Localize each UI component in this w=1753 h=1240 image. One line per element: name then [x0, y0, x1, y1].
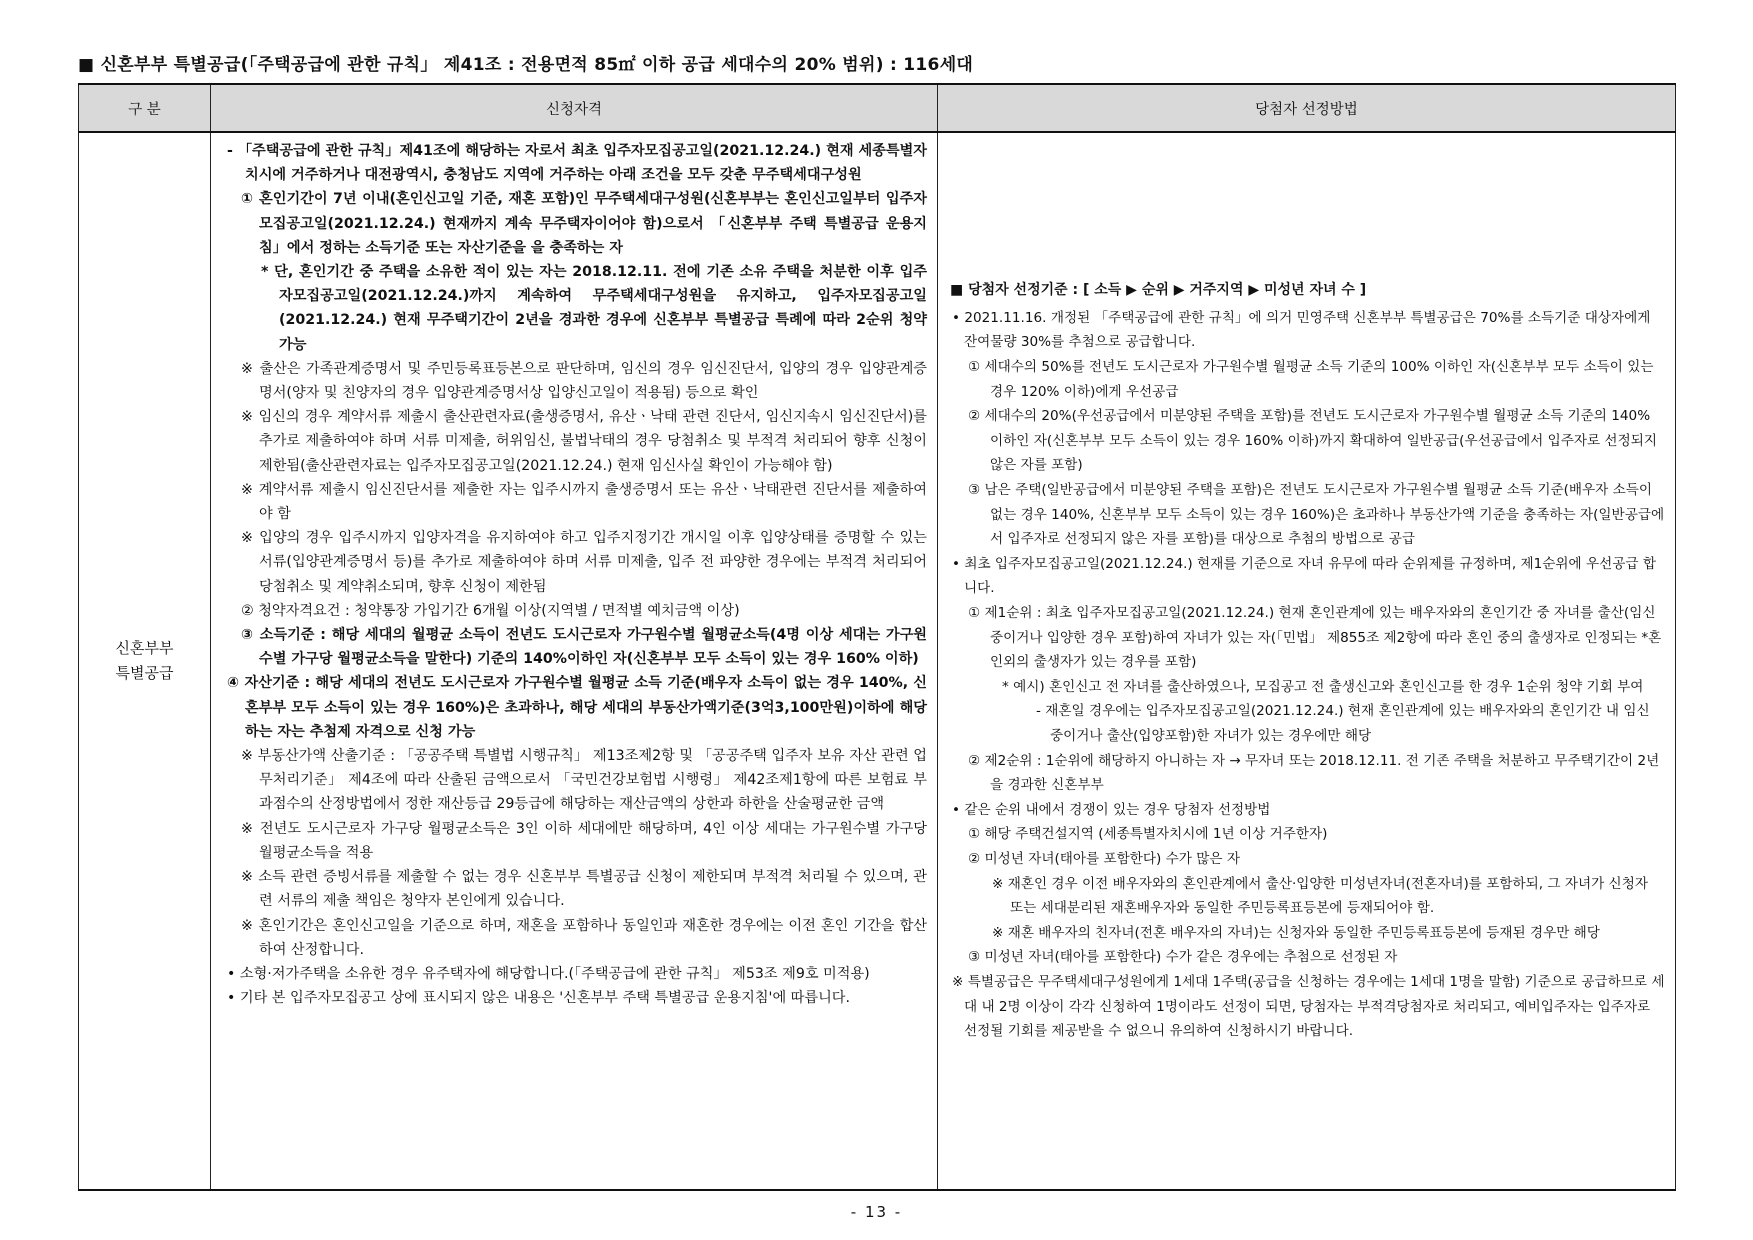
- header-eligibility: 신청자격: [211, 84, 938, 132]
- eligibility-item: ③ 소득기준 : 해당 세대의 월평균 소득이 전년도 도시근로자 가구원수별 월평균소득(4명 이상 세대는 가구원수별 가구당 월평균소득을 말한다) 기준의 140%이하인 자(신혼부부 모두 소득이 있는 경우 160% 이하): [241, 627, 927, 668]
- selection-item: ※ 재혼인 경우 이전 배우자와의 혼인관계에서 출산·입양한 미성년자녀(전혼자녀)를 포함하되, 그 자녀가 신청자 또는 세대분리된 재혼배우자와 동일한 주민등록표등본에 등재되어야 함.: [992, 875, 1648, 917]
- eligibility-item: ② 청약자격요건 : 청약통장 가입기간 6개월 이상(지역별 / 면적별 예치금액 이상): [241, 602, 740, 619]
- category-label-line1: 신혼부부: [115, 639, 174, 657]
- selection-item: • 2021.11.16. 개정된 「주택공급에 관한 규칙」에 의거 민영주택 신혼부부 특별공급은 70%를 소득기준 대상자에게 잔여물량 30%를 추첨으로 공급합니다.: [952, 309, 1651, 351]
- selection-item: • 최초 입주자모집공고일(2021.12.24.) 현재를 기준으로 자녀 유무에 따라 순위제를 규정하며, 제1순위에 우선공급 합니다.: [952, 555, 1656, 597]
- eligibility-item: ※ 임신의 경우 계약서류 제출시 출산관련자료(출생증명서, 유산ㆍ낙태 관련 진단서, 임신지속시 임신진단서)를 추가로 제출하여야 하며 서류 미제출, 허위임신, 불법낙태의 경우 당첨취소 및 부적격 처리되어 향후 신청이 제한됨(출산관련자료는 입주자모집공고일(2021.12.24.) 현재 임신사실 확인이 가능해야 함): [241, 409, 927, 474]
- eligibility-item: ※ 소득 관련 증빙서류를 제출할 수 없는 경우 신혼부부 특별공급 신청이 제한되며 부적격 처리될 수 있으며, 관련 서류의 제출 책임은 청약자 본인에게 있습니다.: [241, 869, 927, 910]
- header-selection-method: 당첨자 선정방법: [938, 84, 1676, 132]
- eligibility-item: ④ 자산기준 : 해당 세대의 전년도 도시근로자 가구원수별 월평균 소득 기준(배우자 소득이 없는 경우 140%, 신혼부부 모두 소득이 있는 경우 160%)은 초과하나, 해당 세대의 부동산가액기준(3억3,100만원)이하에 해당하는 자는 추첨제 자격으로 신청 가능: [227, 675, 927, 740]
- category-cell: [79, 132, 211, 1190]
- page-number: - 13 -: [850, 1203, 903, 1221]
- eligibility-cell: [211, 132, 938, 1190]
- eligibility-item: • 기타 본 입주자모집공고 상에 표시되지 않은 내용은 '신혼부부 주택 특별공급 운용지침'에 따릅니다.: [227, 990, 851, 1007]
- selection-item: ① 제1순위 : 최초 입주자모집공고일(2021.12.24.) 현재 혼인관계에 있는 배우자와의 혼인기간 중 자녀를 출산(임신 중이거나 입양한 경우 포함)하여 자녀가 있는 자(「민법」 제855조 제2항에 따라 혼인 중의 출생자로 인정되는 *혼인외의 출생자가 있는 경우를 포함): [968, 605, 1662, 671]
- selection-item: ※ 재혼 배우자의 친자녀(전혼 배우자의 자녀)는 신청자와 동일한 주민등록표등본에 등재된 경우만 해당: [992, 924, 1600, 941]
- eligibility-item: ※ 전년도 도시근로자 가구당 월평균소득은 3인 이하 세대에만 해당하며, 4인 이상 세대는 가구원수별 가구당 월평균소득을 적용: [241, 820, 927, 861]
- special-supply-table: [78, 83, 1676, 1191]
- eligibility-item: ※ 출산은 가족관계증명서 및 주민등록표등본으로 판단하며, 임신의 경우 임신진단서, 입양의 경우 입양관계증명서(양자 및 친양자의 경우 입양관계증명서상 입양신고일이 적용됨) 등으로 확인: [241, 360, 927, 402]
- table-header-row: [79, 84, 1676, 132]
- selection-item: ※ 특별공급은 무주택세대구성원에게 1세대 1주택(공급을 신청하는 경우에는 1세대 1명을 말함) 기준으로 공급하므로 세대 내 2명 이상이 각각 신청하여 1명이라도 선정이 되면, 당첨자는 부적격당첨자로 처리되고, 예비입주자는 입주자로 선정될 기회를 제공받을 수 없으니 유의하여 신청하시기 바랍니다.: [952, 973, 1665, 1040]
- selection-item: ① 세대수의 50%를 전년도 도시근로자 가구원수별 월평균 소득 기준의 100% 이하인 자(신혼부부 모두 소득이 있는 경우 120% 이하)에게 우선공급: [968, 359, 1654, 400]
- selection-item: ③ 남은 주택(일반공급에서 미분양된 주택을 포함)은 전년도 도시근로자 가구원수별 월평균 소득 기준(배우자 소득이 없는 경우 140%, 신혼부부 모두 소득이 있는 경우 160%)은 초과하나 부동산가액 기준을 충족하는 자(일반공급에서 입주자로 선정되지 않은 자를 포함)를 대상으로 추첨의 방법으로 공급: [968, 482, 1665, 548]
- header-category: 구 분: [79, 84, 211, 132]
- eligibility-item: ※ 부동산가액 산출기준 : 「공공주택 특별법 시행규칙」 제13조제2항 및 「공공주택 입주자 보유 자산 관련 업무처리기준」 제4조에 따라 산출된 금액으로서 「국민건강보험법 시행령」 제42조제1항에 따른 보험료 부과점수의 산정방법에서 정한 재산등급 29등급에 해당하는 재산금액의 상한과 하한을 산술평균한 금액: [241, 748, 927, 813]
- eligibility-item: - 「주택공급에 관한 규칙」제41조에 해당하는 자로서 최초 입주자모집공고일(2021.12.24.) 현재 세종특별자치시에 거주하거나 대전광역시, 충청남도 지역에 거주하는 아래 조건을 모두 갖춘 무주택세대구성원: [227, 143, 927, 184]
- eligibility-item: • 소형·저가주택을 소유한 경우 유주택자에 해당합니다.(「주택공급에 관한 규칙」 제53조 제9호 미적용): [227, 965, 870, 982]
- section-title: ■ 신혼부부 특별공급(「주택공급에 관한 규칙」 제41조 : 전용면적 85㎡ 이하 공급 세대수의 20% 범위) : 116세대: [78, 55, 974, 75]
- selection-item: ① 해당 주택건설지역 (세종특별자치시에 1년 이상 거주한자): [968, 826, 1328, 843]
- eligibility-item: ※ 계약서류 제출시 임신진단서를 제출한 자는 입주시까지 출생증명서 또는 유산ㆍ낙태관련 진단서를 제출하여야 함: [241, 481, 927, 523]
- selection-list: [950, 278, 1665, 1043]
- selection-item: • 같은 순위 내에서 경쟁이 있는 경우 당첨자 선정방법: [952, 801, 1271, 818]
- selection-item: ③ 미성년 자녀(태아를 포함한다) 수가 같은 경우에는 추첨으로 선정된 자: [968, 949, 1398, 966]
- eligibility-item: ※ 혼인기간은 혼인신고일을 기준으로 하며, 재혼을 포함하나 동일인과 재혼한 경우에는 이전 혼인 기간을 합산하여 산정합니다.: [241, 917, 927, 958]
- eligibility-item: * 단, 혼인기간 중 주택을 소유한 적이 있는 자는 2018.12.11. 전에 기존 소유 주택을 처분한 이후 입주자모집공고일(2021.12.24.)까지 계속하여 무주택세대구성원을 유지하고, 입주자모집공고일(2021.12.24.) 현재 무주택기간이 2년을 경과한 경우에 신혼부부 특별공급 특례에 따라 2순위 청약 가능: [261, 264, 927, 353]
- selection-item: ② 미성년 자녀(태아를 포함한다) 수가 많은 자: [968, 850, 1240, 867]
- selection-item: ② 제2순위 : 1순위에 해당하지 아니하는 자 → 무자녀 또는 2018.12.11. 전 기존 주택을 처분하고 무주택기간이 2년을 경과한 신혼부부: [968, 752, 1660, 794]
- selection-cell: [938, 132, 1676, 1190]
- table-body-row: [79, 132, 1676, 1190]
- selection-criteria-heading: ■ 당첨자 선정기준 : [ 소득 ▶ 순위 ▶ 거주지역 ▶ 미성년 자녀 수 ]: [950, 282, 1367, 299]
- eligibility-list: [223, 139, 927, 1010]
- selection-item: * 예시) 혼인신고 전 자녀를 출산하였으나, 모집공고 전 출생신고와 혼인신고를 한 경우 1순위 청약 기회 부여: [1002, 678, 1644, 695]
- selection-item: - 재혼일 경우에는 입주자모집공고일(2021.12.24.) 현재 혼인관계에 있는 배우자와의 혼인기간 내 임신 중이거나 출산(입양포함)한 자녀가 있는 경우에만 해당: [1036, 703, 1650, 744]
- eligibility-item: ※ 입양의 경우 입주시까지 입양자격을 유지하여야 하고 입주지정기간 개시일 이후 입양상태를 증명할 수 있는 서류(입양관계증명서 등)를 추가로 제출하여야 하며 서류 미제출, 입주 전 파양한 경우에는 부적격 처리되어 당첨취소 및 계약취소되며, 향후 신청이 제한됨: [241, 530, 927, 595]
- category-label-line2: 특별공급: [115, 664, 174, 682]
- selection-item: ② 세대수의 20%(우선공급에서 미분양된 주택을 포함)를 전년도 도시근로자 가구원수별 월평균 소득 기준의 140% 이하인 자(신혼부부 모두 소득이 있는 경우 160% 이하)까지 확대하여 일반공급(우선공급에서 입주자로 선정되지 않은 자를 포함): [968, 408, 1657, 474]
- eligibility-item: ① 혼인기간이 7년 이내(혼인신고일 기준, 재혼 포함)인 무주택세대구성원(신혼부부는 혼인신고일부터 입주자모집공고일(2021.12.24.) 현재까지 계속 무주택자이어야 함)으로서 「신혼부부 주택 특별공급 운용지침」에서 정하는 소득기준 또는 자산기준을 을 충족하는 자: [241, 191, 927, 256]
